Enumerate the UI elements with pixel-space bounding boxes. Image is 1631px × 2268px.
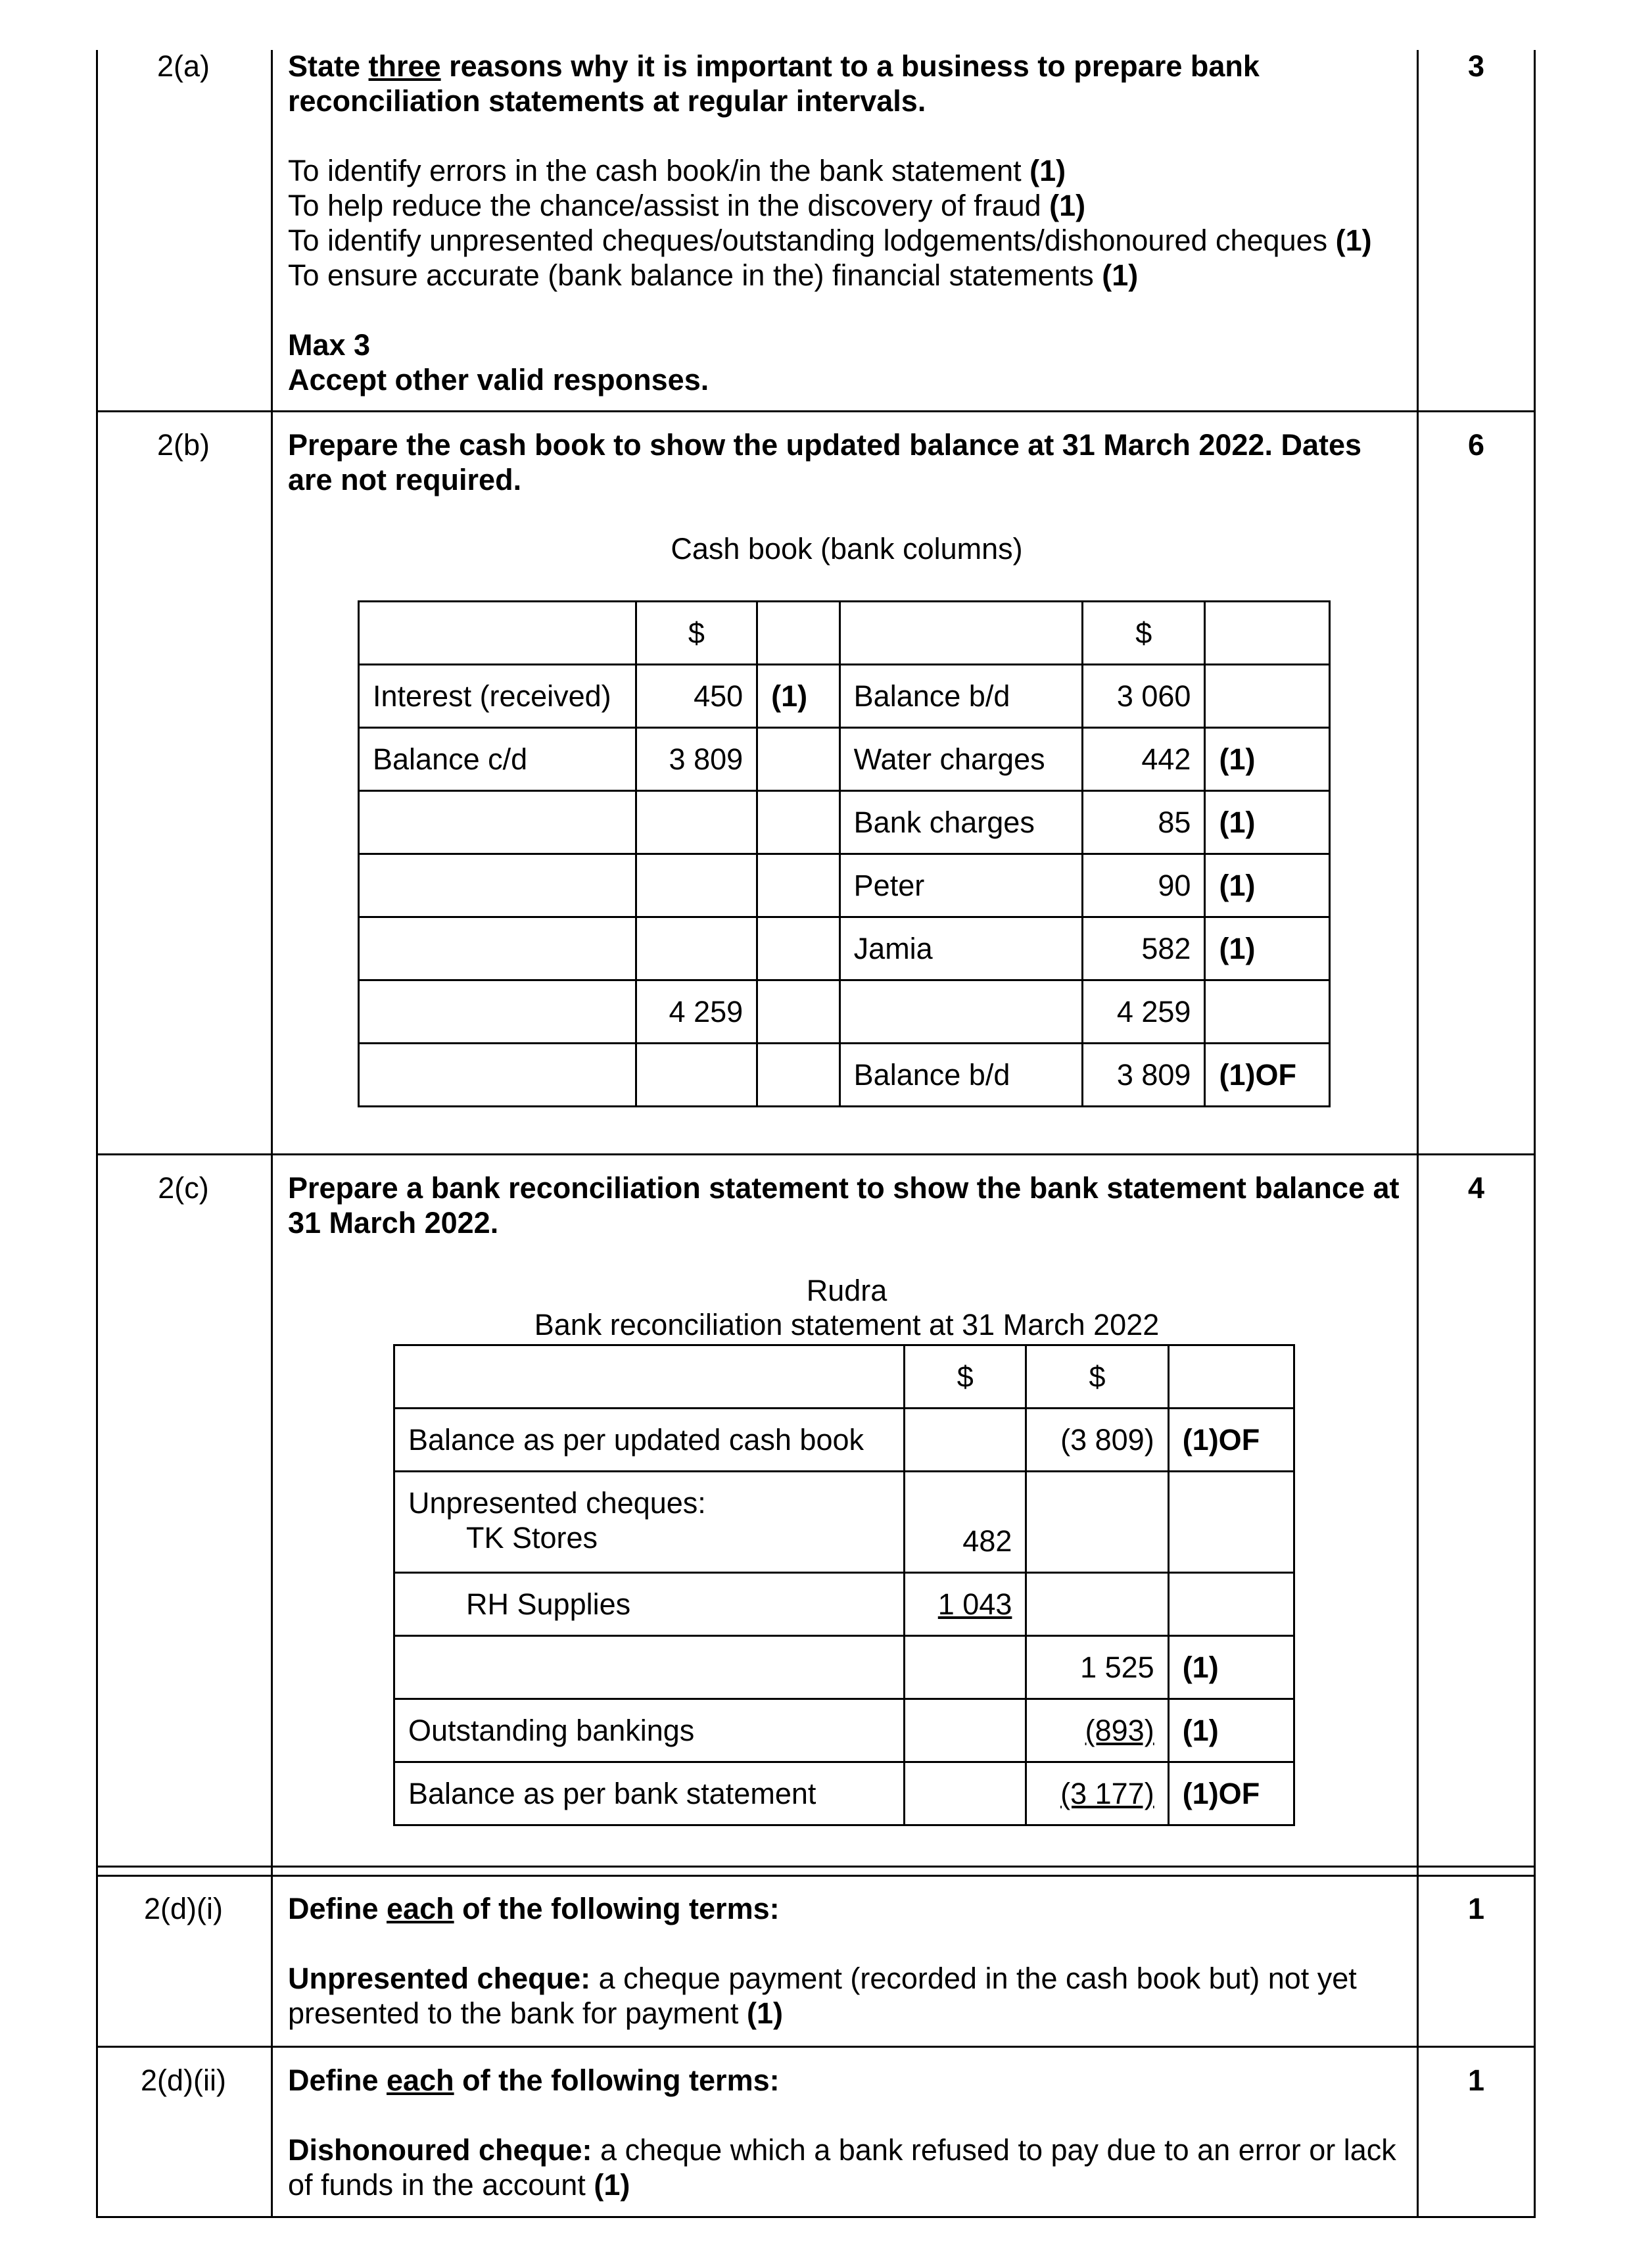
- marks-2a: 3: [1467, 49, 1485, 83]
- answer-line: To help reduce the chance/assist in the discovery of fraud (1): [288, 189, 1086, 222]
- answer-line: To identify errors in the cash book/in the bank statement (1): [288, 154, 1066, 187]
- reconciliation-header-row: [394, 1345, 1294, 1409]
- answer-line: To identify unpresented cheques/outstanding lodgements/dishonoured cheques (1): [288, 224, 1372, 257]
- row-divider-2d-double-a: [96, 1866, 1536, 1868]
- table-row: Balance as per updated cash book (3 809) (1)OF: [394, 1409, 1294, 1472]
- table-row: Balance as per bank statement (3 177) (1)OF: [394, 1762, 1294, 1825]
- grid-bottom-border: [96, 2216, 1536, 2218]
- row-divider-2dii: [96, 2046, 1536, 2048]
- question-text-2a: State three reasons why it is important to a business to prepare bank reconciliation statements at regular intervals.: [288, 49, 1260, 118]
- marks-2dii: 1: [1467, 2063, 1485, 2097]
- question-label-2a: 2(a): [156, 49, 210, 83]
- row-divider-2d-double-b: [96, 1875, 1536, 1877]
- currency-header: $: [1026, 1345, 1168, 1409]
- row-divider-2b: [96, 410, 1536, 412]
- definition-dishonoured-cheque: Dishonoured cheque: a cheque which a bank refused to pay due to an error or lack of funds in the account (1): [288, 2133, 1396, 2202]
- currency-header: $: [636, 602, 757, 665]
- answer-block-2dii: [288, 2063, 1406, 2202]
- cash-book-header-row: [359, 602, 1330, 665]
- question-label-2di: 2(d)(i): [144, 1892, 223, 1925]
- table-row-totals: 4 259 4 259: [359, 980, 1330, 1044]
- table-row: Balance c/d 3 809 Water charges 442 (1): [359, 728, 1330, 791]
- question-text-2di: Define each of the following terms:: [288, 1892, 780, 1925]
- table-row: Peter 90 (1): [359, 854, 1330, 917]
- grid-right-border: [1534, 50, 1536, 2218]
- question-text-2b: Prepare the cash book to show the updated balance at 31 March 2022. Dates are not required.: [288, 428, 1362, 496]
- answer-line: To ensure accurate (bank balance in the) financial statements (1): [288, 258, 1139, 292]
- grid-divider-label: [271, 50, 273, 2218]
- question-label-2b: 2(b): [156, 428, 210, 462]
- reconciliation-caption-name: Rudra: [806, 1274, 887, 1307]
- currency-header: $: [905, 1345, 1026, 1409]
- question-text-2c: Prepare a bank reconciliation statement to show the bank statement balance at 31 March 2022.: [288, 1171, 1400, 1240]
- question-label-2dii: 2(d)(ii): [141, 2063, 226, 2097]
- cash-book-table: [358, 600, 1331, 1107]
- table-row: RH Supplies 1 043: [394, 1573, 1294, 1636]
- table-row: Unpresented cheques: TK Stores 482: [394, 1472, 1294, 1573]
- table-row: Bank charges 85 (1): [359, 791, 1330, 854]
- marks-2c: 4: [1467, 1171, 1485, 1205]
- note-max: Max 3: [288, 328, 371, 362]
- table-row: 1 525 (1): [394, 1636, 1294, 1699]
- note-accept: Accept other valid responses.: [288, 363, 709, 397]
- question-text-2dii: Define each of the following terms:: [288, 2063, 780, 2097]
- cash-book-caption: Cash book (bank columns): [671, 532, 1023, 566]
- definition-unpresented-cheque: Unpresented cheque: a cheque payment (recorded in the cash book but) not yet presented to the bank for payment (1): [288, 1962, 1357, 2030]
- table-row: Outstanding bankings (893) (1): [394, 1699, 1294, 1762]
- answer-block-2di: [288, 1891, 1406, 2031]
- currency-header: $: [1083, 602, 1205, 665]
- row-divider-2c: [96, 1153, 1536, 1155]
- answer-block-2a: [288, 49, 1406, 397]
- table-row: Jamia 582 (1): [359, 917, 1330, 980]
- table-row: Balance b/d 3 809 (1)OF: [359, 1044, 1330, 1107]
- reconciliation-caption-title: Bank reconciliation statement at 31 March 2022: [534, 1308, 1160, 1341]
- question-label-2c: 2(c): [158, 1171, 209, 1205]
- table-row: Interest (received) 450 (1) Balance b/d 3 060: [359, 665, 1330, 728]
- marks-2di: 1: [1467, 1892, 1485, 1925]
- marks-2b: 6: [1467, 428, 1485, 462]
- bank-reconciliation-table: [393, 1344, 1295, 1826]
